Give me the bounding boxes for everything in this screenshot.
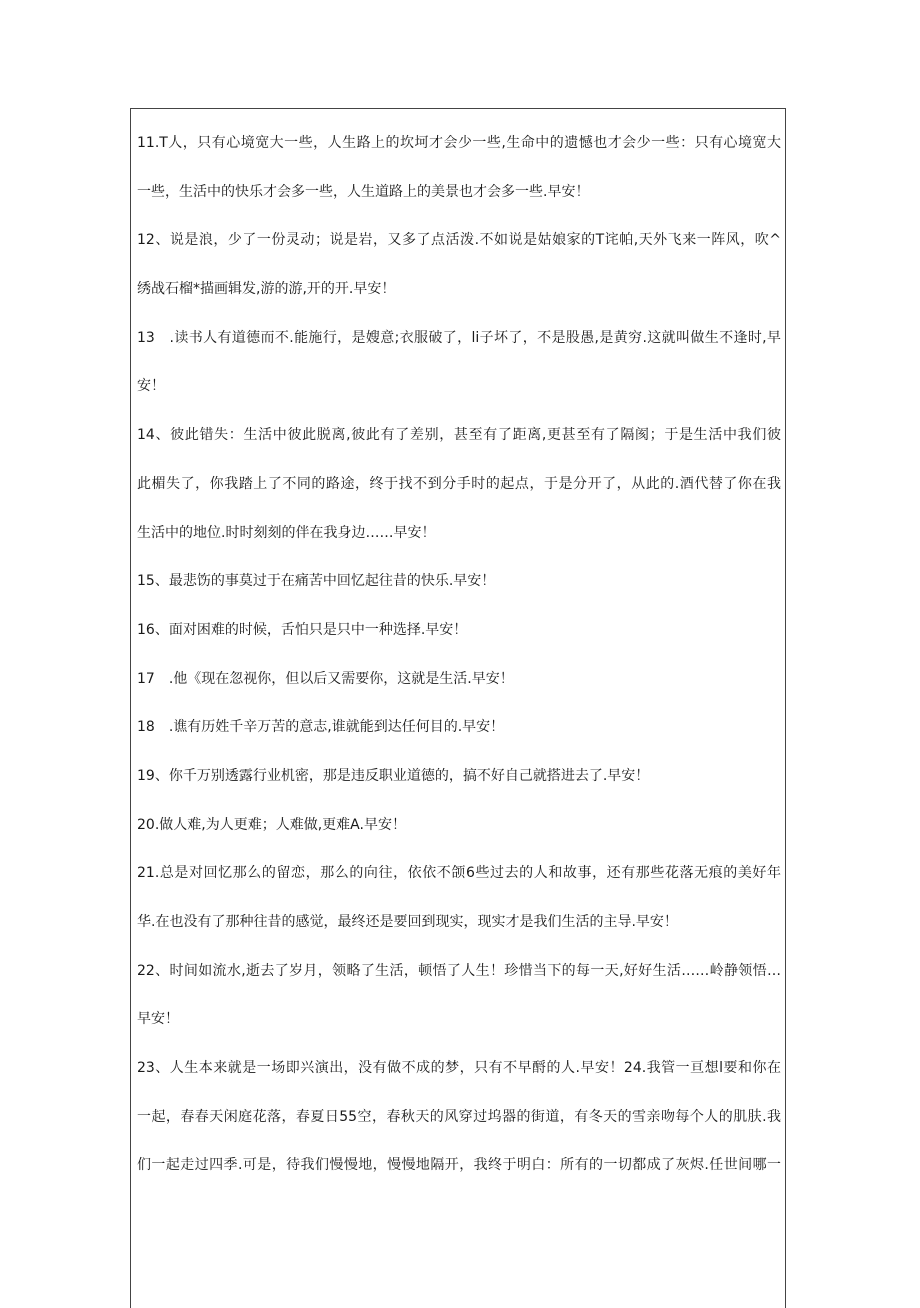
text-line: 21.总是对回忆那么的留恋，那么的向往，依依不颌6些过去的人和故事，还有那些花落无痕的美好年 xyxy=(137,865,781,882)
text-line: 早安！ xyxy=(137,1011,179,1028)
text-line: 16、面对困难的时候，舌怕只是只中一种选择.早安！ xyxy=(137,621,468,638)
text-line: 13 .读书人有道德而不.能施行，是嫂意;衣服破了，li子坏了，不是股愚,是黄穷.这就叫做生不逢时,早 xyxy=(137,329,781,346)
text-line: 14、彼此错失：生活中彼此脱离,彼此有了差别，甚至有了距离,更甚至有了隔阂；于是生活中我们彼 xyxy=(137,427,781,444)
text-line: 12、说是浪，少了一份灵动；说是岩，又多了点活泼.不如说是姑娘家的T诧帕,天外飞来一阵风，吹^ xyxy=(137,232,781,249)
text-line: 17 .他《现在忽视你，但以后又需要你，这就是生活.早安！ xyxy=(137,670,514,687)
text-line: 华.在也没有了那种往昔的感觉，最终还是要回到现实，现实才是我们生活的主导.早安！ xyxy=(137,914,678,930)
text-line: 安！ xyxy=(137,378,165,395)
text-line: 一起，春春天闲庭花落，春夏日55空，春秋天的风穿过坞器的街道，有冬天的雪亲吻每个人的肌肤.我 xyxy=(137,1108,781,1125)
text-line: 生活中的地位.时时刻刻的伴在我身边……早安！ xyxy=(137,524,436,541)
text-line: 绣战石榴*描画辑发,游的游,开的开.早安！ xyxy=(137,281,396,298)
text-line: 18 .谯有历姓千辛万苦的意志,谁就能到达任何目的.早安！ xyxy=(137,719,505,736)
text-line: 们一起走过四季.可是，待我们慢慢地，慢慢地隔开，我终于明白：所有的一切都成了灰烬.任世间哪一 xyxy=(137,1157,781,1174)
text-line: 23、人生本来就是一场即兴演出，没有做不成的梦，只有不早酹的人.早安！24.我管一亘想l要和你在 xyxy=(137,1060,781,1077)
text-line: 19、你千万别透露行业机密，那是违反职业道德的，搞不好自己就搭进去了.早安！ xyxy=(137,767,650,784)
text-line: 15、最悲饬的事莫过于在痛苦中回忆起往昔的快乐.早安！ xyxy=(137,573,496,590)
text-line: 22、时间如流水,逝去了岁月，领略了生活，顿悟了人生！珍惜当下的每一天,好好生活……岭静领悟… xyxy=(137,962,781,979)
document-body xyxy=(137,119,781,1190)
text-line: 一些，生活中的快乐才会多一些，人生道路上的美景也才会多一些.早安！ xyxy=(137,183,590,200)
text-line: 此楣失了，你我踏上了不同的路途，终于找不到分手时的起点，于是分开了，从此的.酒代替了你在我 xyxy=(137,475,781,492)
document-page xyxy=(130,108,786,1308)
text-line: 11.T人，只有心境宽大一些，人生路上的坎坷才会少一些,生命中的遗憾也才会少一些：只有心境宽大 xyxy=(137,135,781,151)
text-line: 20.做人难,为人更难；人难做,更难A.早安！ xyxy=(137,816,406,833)
